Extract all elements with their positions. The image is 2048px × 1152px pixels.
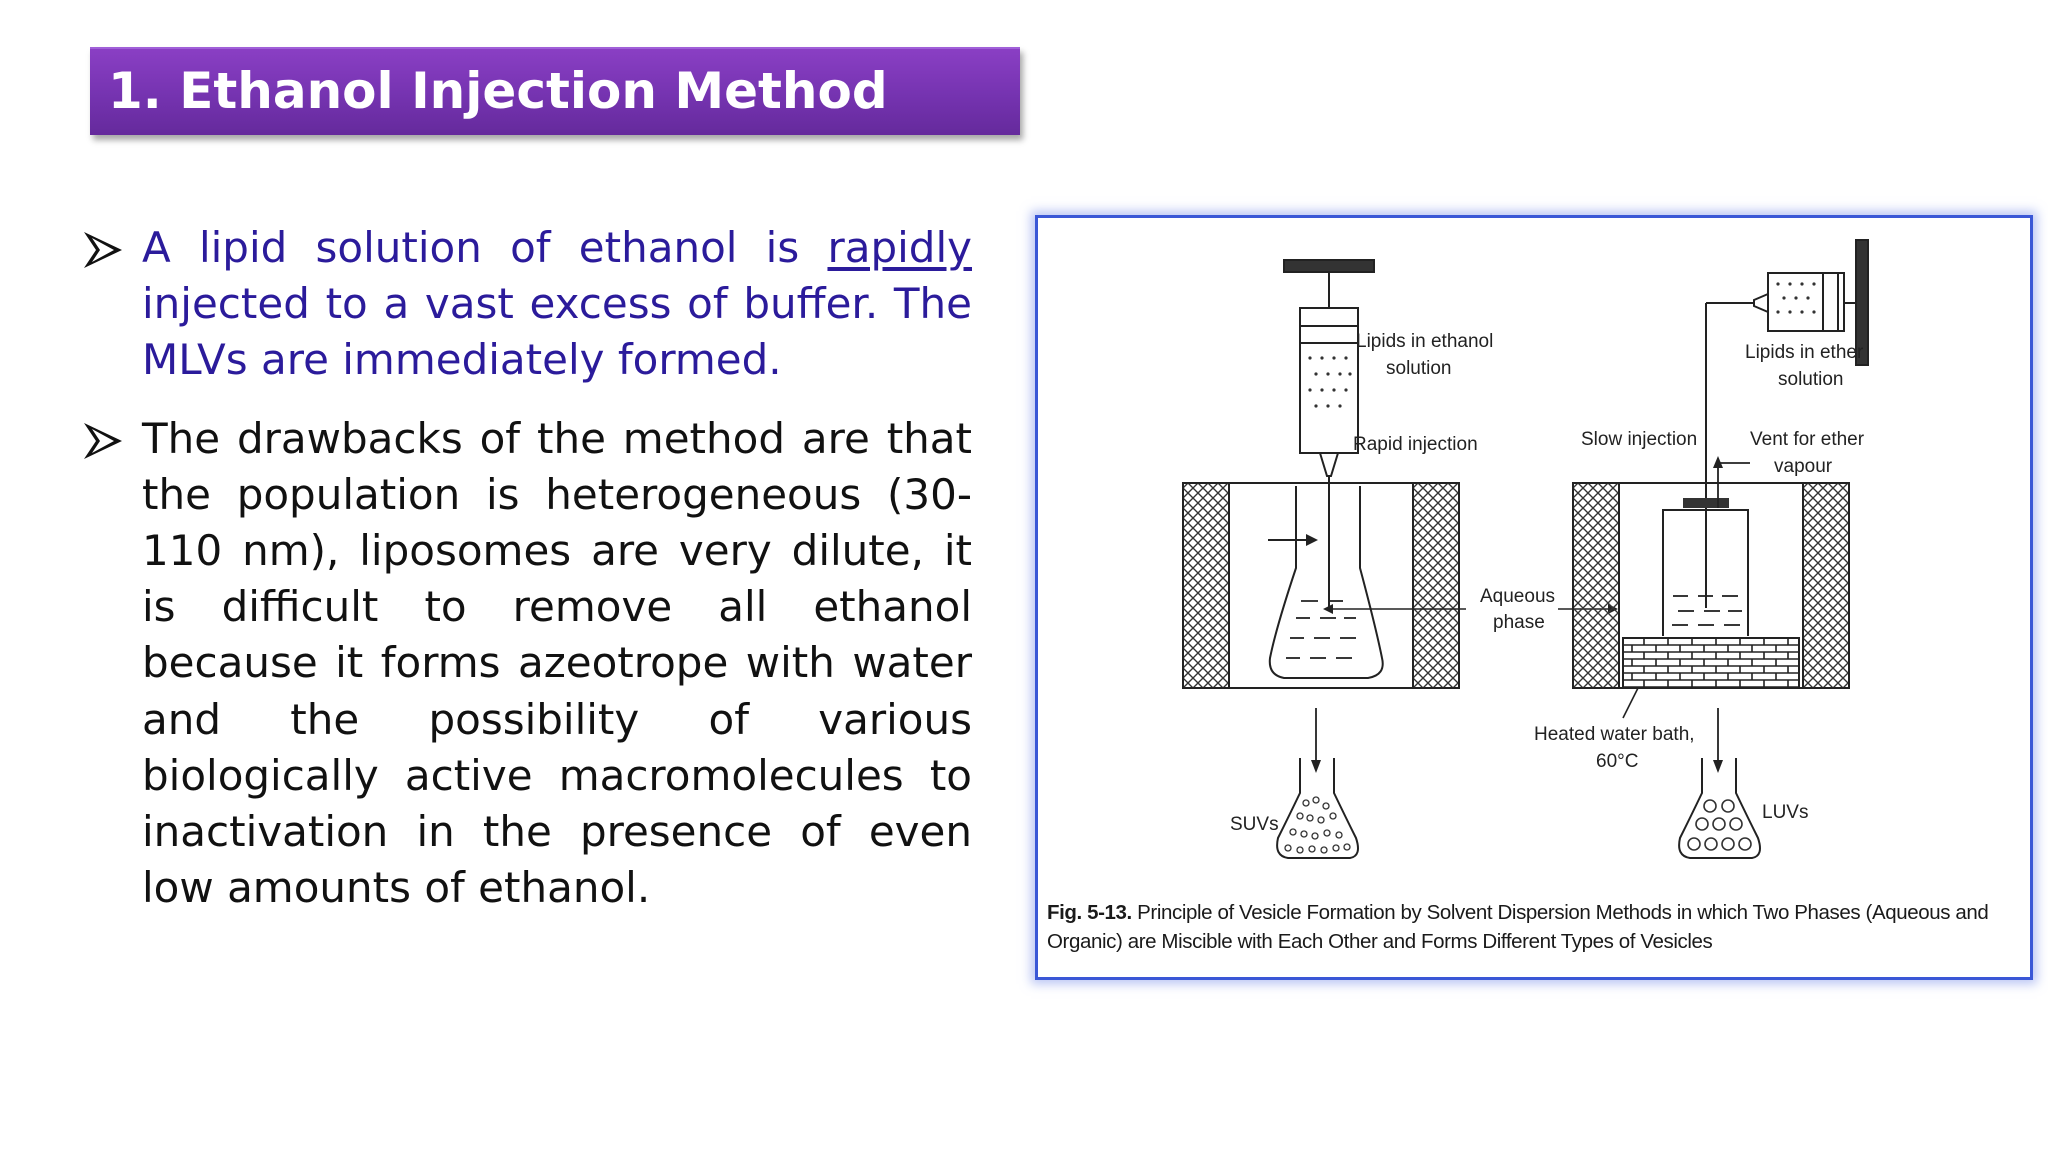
label-vent-2: vapour	[1774, 456, 1833, 477]
label-aqueous-1: Aqueous	[1480, 586, 1556, 607]
vesicle-formation-diagram	[1038, 218, 2030, 898]
label-heated-1: Heated water bath,	[1534, 724, 1695, 745]
label-aqueous-2: phase	[1493, 612, 1545, 633]
figure-caption-text: Principle of Vesicle Formation by Solvent Dispersion Methods in which Two Phases (Aqueous and Organic) are Miscible with Each Other and Forms Different Types of Vesicles	[1047, 901, 1989, 953]
label-luvs: LUVs	[1762, 802, 1809, 823]
label-lipids-ether-1: Lipids in ether	[1745, 342, 1864, 363]
bullet-text-1	[142, 220, 972, 389]
figure-frame	[1035, 215, 2033, 980]
label-slow-injection: Slow injection	[1581, 429, 1698, 450]
slide-title: 1. Ethanol Injection Method	[108, 62, 888, 120]
syringe-dots-right	[1776, 282, 1815, 313]
title-banner	[90, 47, 1020, 135]
flask-suvs	[1277, 758, 1358, 858]
arrow-bullet-icon	[82, 419, 124, 463]
figure-caption-label: Fig. 5-13.	[1047, 901, 1132, 924]
syringe-dots-left	[1308, 356, 1351, 407]
label-lipids-ethanol-2: solution	[1386, 358, 1452, 379]
bullet-1-underlined: rapidly	[827, 223, 972, 272]
label-rapid-injection: Rapid injection	[1353, 434, 1478, 455]
bullet-text-2: The drawbacks of the method are that the population is heterogeneous (30-110 nm), liposomes are very dilute, it is difficult to remove all ethanol because it forms azeotrope with water and the possibility of various biologically active macromolecules to inactivation in the presence of even low amounts of ethanol.	[142, 413, 972, 913]
bullet-1-text-before: A lipid solution of ethanol is	[142, 223, 828, 272]
bullet-list	[82, 220, 972, 938]
bullet-item-1	[82, 220, 972, 389]
label-lipids-ethanol-1: Lipids in ethanol	[1356, 331, 1494, 352]
label-heated-2: 60°C	[1596, 751, 1639, 772]
arrow-bullet-icon	[82, 228, 124, 272]
bath-right	[1573, 456, 1849, 718]
bath-left	[1183, 483, 1466, 688]
arrow-down-right	[1713, 708, 1723, 773]
figure-caption	[1047, 898, 2027, 956]
label-vent-1: Vent for ether	[1750, 429, 1865, 450]
label-suvs: SUVs	[1230, 814, 1279, 835]
bullet-item-2	[82, 411, 972, 917]
arrow-down-left	[1311, 708, 1321, 773]
bullet-1-text-after: injected to a vast excess of buffer. The MLVs are immediately formed.	[142, 279, 972, 385]
flask-luvs	[1679, 758, 1760, 858]
label-lipids-ether-2: solution	[1778, 369, 1844, 390]
